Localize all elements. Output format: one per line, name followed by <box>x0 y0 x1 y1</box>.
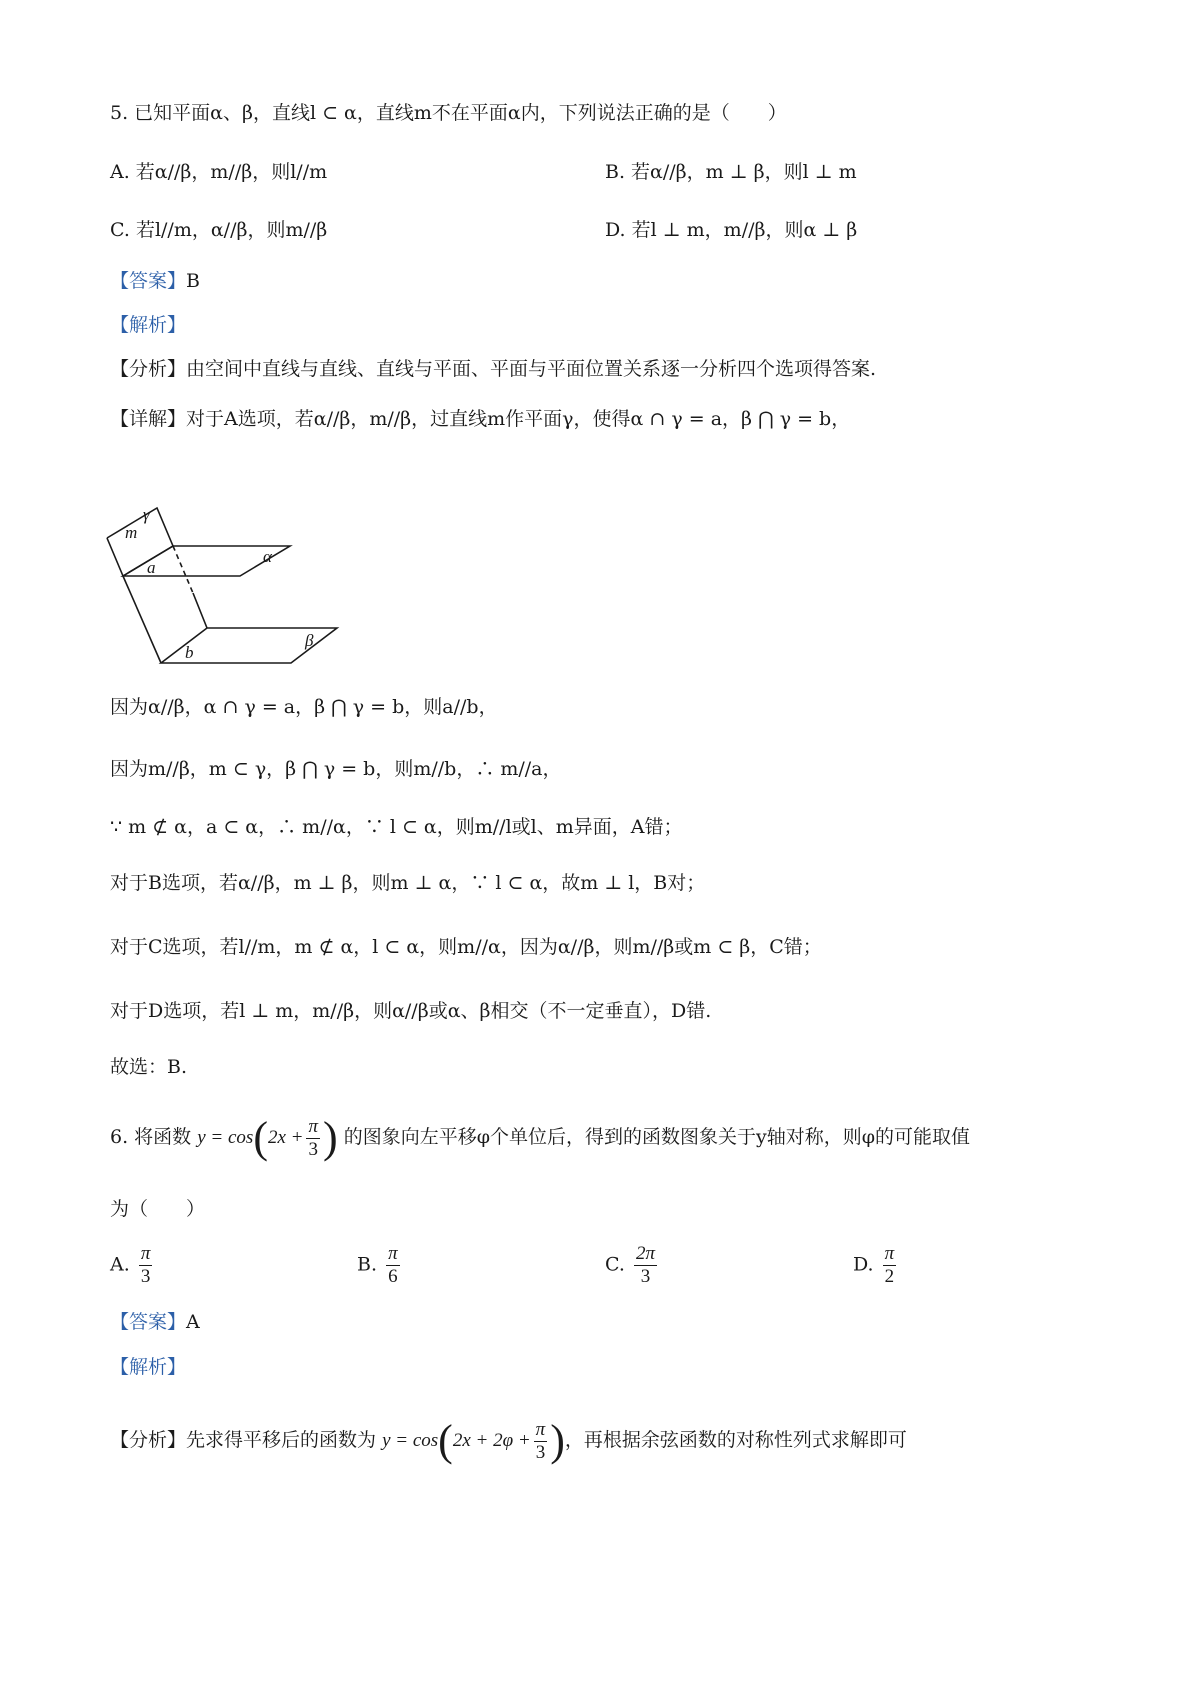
q6-stem <box>110 1107 970 1168</box>
opt-den: 3 <box>140 1266 151 1287</box>
q5-option-d: D. 若l ⊥ m，m//β，则α ⊥ β <box>605 219 858 241</box>
opt-den: 3 <box>640 1266 651 1287</box>
opt-num: 2π <box>635 1243 655 1264</box>
opt-frac <box>634 1243 657 1288</box>
opt-frac <box>883 1243 897 1288</box>
q6-option-a <box>110 1243 155 1288</box>
answer-tag: 【答案】 <box>110 270 187 292</box>
q5-option-c: C. 若l//m，α//β，则m//β <box>110 219 328 241</box>
opt-num: π <box>140 1243 151 1264</box>
q5-option-a: A. 若α//β，m//β，则l//m <box>110 161 328 183</box>
analysis-tag: 【解析】 <box>110 314 187 336</box>
label-gamma: γ <box>143 505 150 524</box>
left-paren: ( <box>438 1416 453 1465</box>
q5-line-3: ∵ m ⊄ α，a ⊂ α，∴ m//α，∵ l ⊂ α，则m//l或l、m异面，A错； <box>110 816 683 838</box>
fenxi-tag: 【分析】 <box>110 1429 187 1451</box>
fenxi-func: y = cos <box>382 1430 439 1451</box>
frac-num: π <box>308 1115 319 1137</box>
opt-den: 6 <box>388 1266 398 1287</box>
q5-line-4: 对于B选项，若α//β，m ⊥ β，则m ⊥ α，∵ l ⊂ α，故m ⊥ l，B对； <box>110 872 706 894</box>
q5-analysis-tag <box>110 310 186 340</box>
frac-num: π <box>535 1418 546 1440</box>
opt-num: π <box>884 1243 895 1264</box>
opt-label: C. <box>605 1253 625 1276</box>
label-m: m <box>125 523 138 542</box>
right-paren: ) <box>323 1113 338 1162</box>
q5-line-5: 对于C选项，若l//m，m ⊄ α，l ⊂ α，则m//α，因为α//β，则m//β或m ⊂ β，C错； <box>110 936 822 958</box>
q5-answer <box>110 266 200 296</box>
analysis-tag: 【解析】 <box>110 1356 187 1378</box>
fenxi-tag: 【分析】 <box>110 358 187 380</box>
fenxi-pre: 先求得平移后的函数为 <box>186 1429 377 1451</box>
right-paren: ) <box>550 1416 565 1465</box>
frac-den: 3 <box>535 1441 546 1463</box>
fenxi-fraction <box>534 1419 548 1464</box>
label-b: b <box>185 643 194 662</box>
q6-answer <box>110 1307 200 1337</box>
opt-label: B. <box>357 1253 378 1276</box>
opt-label: A. <box>110 1253 130 1276</box>
opt-label: D. <box>853 1253 874 1276</box>
answer-value: A <box>186 1311 200 1333</box>
q5-xiangjie <box>110 404 850 434</box>
label-beta: β <box>305 631 314 650</box>
q5-fenxi <box>110 354 876 384</box>
q6-stem-pre: 6. 将函数 <box>110 1126 192 1148</box>
label-a: a <box>147 558 156 577</box>
answer-tag: 【答案】 <box>110 1311 187 1333</box>
q6-option-d <box>853 1243 899 1288</box>
intersection-line-a-hidden <box>173 546 193 593</box>
fenxi-text: 由空间中直线与直线、直线与平面、平面与平面位置关系逐一分析四个选项得答案. <box>186 358 877 380</box>
fenxi-inner: 2x + 2φ + <box>452 1430 531 1451</box>
q6-fraction <box>306 1116 320 1161</box>
opt-num: π <box>388 1243 398 1264</box>
q5-option-b: B. 若α//β，m ⊥ β，则l ⊥ m <box>605 161 857 183</box>
label-alpha: α <box>263 547 272 566</box>
q6-analysis-tag <box>110 1352 186 1382</box>
q6-fenxi <box>110 1410 907 1471</box>
frac-den: 3 <box>308 1138 318 1160</box>
q5-line-6: 对于D选项，若l ⊥ m，m//β，则α//β或α、β相交（不一定垂直），D错. <box>110 1000 712 1022</box>
q5-line-2: 因为m//β，m ⊂ γ，β ⋂ γ = b，则m//b，∴ m//a， <box>110 758 562 780</box>
q5-stem: 5. 已知平面α、β，直线l ⊂ α，直线m不在平面α内，下列说法正确的是（ ） <box>110 102 787 124</box>
q5-line-7: 故选：B. <box>110 1056 188 1078</box>
opt-frac <box>386 1243 400 1288</box>
left-paren: ( <box>253 1113 268 1162</box>
opt-frac <box>139 1243 153 1288</box>
q6-stem-line-2: 为（ ） <box>110 1198 206 1220</box>
q5-line-1: 因为α//β，α ∩ γ = a，β ⋂ γ = b，则a//b， <box>110 696 498 718</box>
opt-den: 2 <box>884 1266 895 1287</box>
q6-inner: 2x + <box>267 1127 304 1148</box>
q6-option-b <box>357 1243 403 1288</box>
planes-figure <box>105 488 355 683</box>
q6-func: y = cos <box>197 1127 254 1148</box>
xiangjie-tag: 【详解】 <box>110 408 187 430</box>
q6-stem-post: 的图象向左平移φ个单位后，得到的函数图象关于y轴对称，则φ的可能取值 <box>343 1126 971 1148</box>
answer-value: B <box>186 270 200 292</box>
q6-option-c <box>605 1243 660 1288</box>
fenxi-post: ，再根据余弦函数的对称性列式求解即可 <box>564 1429 907 1451</box>
xiangjie-text: 对于A选项，若α//β，m//β，过直线m作平面γ，使得α ∩ γ = a，β ⋂ γ = b， <box>186 408 851 430</box>
